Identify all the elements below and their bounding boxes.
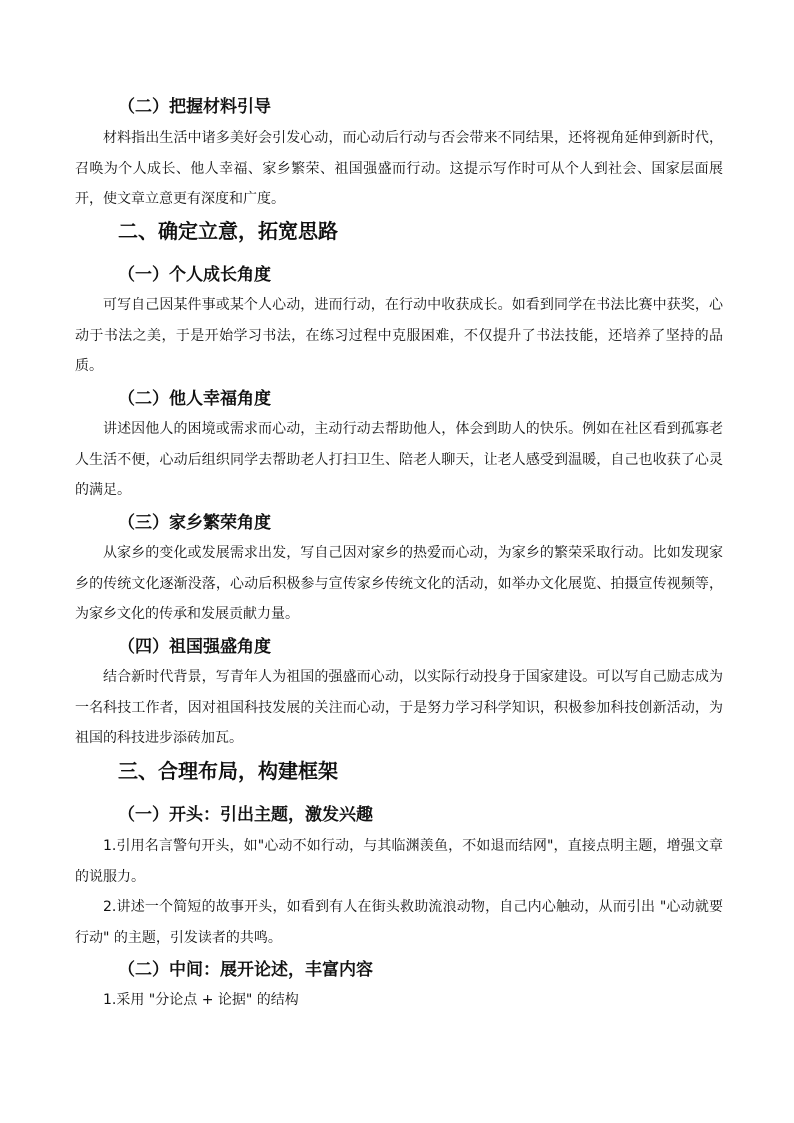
paragraph-material-guidance: 材料指出生活中诸多美好会引发心动，而心动后行动与否会带来不同结果，还将视角延伸到新时代，召唤为个人成长、他人幸福、家乡繁荣、祖国强盛而行动。这提示写作时可从个人到社会、国家层面展开，使文章立意更有深度和广度。	[75, 130, 723, 207]
paragraph-hometown-prosperity: 从家乡的变化或发展需求出发，写自己因对家乡的热爱而心动，为家乡的繁荣采取行动。比如发现家乡的传统文化逐渐没落，心动后积极参与宣传家乡传统文化的活动，如举办文化展览、拍摄宣传视频等，为家乡文化的传承和发展贡献力量。	[75, 545, 723, 622]
section-heading-material-guidance: （二）把握材料引导	[118, 97, 271, 117]
section-heading-country-prosperity: （四）祖国强盛角度	[118, 637, 271, 657]
section-heading-hometown-prosperity: （三）家乡繁荣角度	[118, 513, 271, 533]
paragraph-others-happiness: 讲述因他人的困境或需求而心动，主动行动去帮助他人，体会到助人的快乐。例如在社区看到孤寡老人生活不便，心动后组织同学去帮助老人打扫卫生、陪老人聊天，让老人感受到温暖，自己也收获了心灵的满足。	[75, 421, 723, 498]
list-item-opening-story: 2.讲述一个简短的故事开头，如看到有人在街头救助流浪动物，自己内心触动，从而引出 "心动就要行动" 的主题，引发读者的共鸣。	[75, 899, 723, 946]
paragraph-country-prosperity: 结合新时代背景，写青年人为祖国的强盛而心动，以实际行动投身于国家建设。可以写自己励志成为一名科技工作者，因对祖国科技发展的关注而心动，于是努力学习科学知识，积极参加科技创新活动，为祖国的科技进步添砖加瓦。	[75, 669, 723, 746]
list-item-opening-quote: 1.引用名言警句开头，如"心动不如行动，与其临渊羡鱼，不如退而结网"，直接点明主题，增强文章的说服力。	[75, 838, 723, 885]
part-heading-determine-theme: 二、确定立意，拓宽思路	[118, 219, 338, 243]
list-item-middle-structure: 1.采用 "分论点 + 论据" 的结构	[103, 992, 299, 1008]
section-heading-others-happiness: （二）他人幸福角度	[118, 389, 271, 409]
section-heading-opening: （一）开头：引出主题，激发兴趣	[118, 805, 373, 825]
paragraph-personal-growth: 可写自己因某件事或某个人心动，进而行动，在行动中收获成长。如看到同学在书法比赛中获奖，心动于书法之美，于是开始学习书法，在练习过程中克服困难，不仅提升了书法技能，还培养了坚持的品质。	[75, 297, 723, 374]
section-heading-middle: （二）中间：展开论述，丰富内容	[118, 960, 373, 980]
section-heading-personal-growth: （一）个人成长角度	[118, 265, 271, 285]
part-heading-layout-framework: 三、合理布局，构建框架	[118, 759, 338, 783]
